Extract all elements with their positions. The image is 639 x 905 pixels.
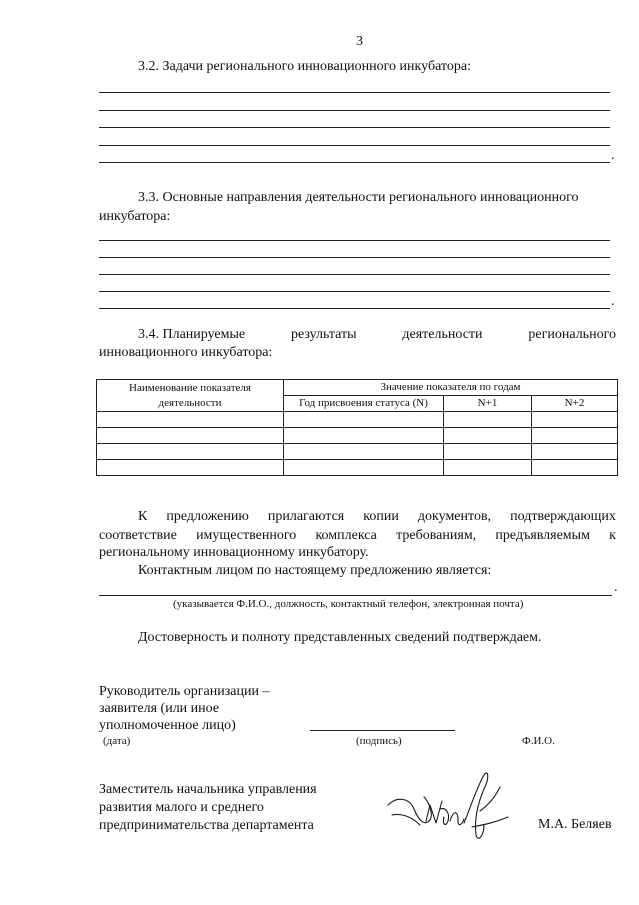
- blank-line: [99, 92, 610, 93]
- attachments-line-3: региональному инновационному инкубатору.: [99, 545, 369, 560]
- group-header: Значение показателя по годам: [284, 380, 618, 396]
- section-3-4-heading: 3.4. Планируемые результаты деятельности регионального: [138, 327, 616, 342]
- attachments-line-1: К предложению прилагаются копии документов, подтверждающих: [138, 509, 616, 524]
- table-row: [97, 460, 618, 476]
- period-mark: .: [611, 294, 615, 309]
- role-line-1: Руководитель организации –: [99, 684, 270, 699]
- approver-name: М.А. Беляев: [538, 817, 612, 832]
- section-3-2-heading: 3.2. Задачи регионального инновационного инкубатора:: [138, 59, 471, 74]
- blank-line: [99, 308, 610, 309]
- page-number: 3: [356, 34, 363, 49]
- date-label: (дата): [103, 735, 131, 747]
- role-line-2: заявителя (или иное: [99, 701, 220, 716]
- contact-blank-line: [99, 595, 612, 596]
- attachments-line-2: соответствие имущественного комплекса требованиям, предъявляемым к: [99, 528, 616, 543]
- handwritten-signature: [384, 765, 514, 850]
- blank-line: [99, 291, 610, 292]
- blank-line: [99, 127, 610, 128]
- approval-line-1: Заместитель начальника управления: [99, 782, 317, 797]
- contact-line: Контактным лицом по настоящему предложению является:: [138, 563, 492, 578]
- signature-line: [310, 730, 455, 731]
- table-row: [97, 444, 618, 460]
- name-label: Ф.И.О.: [522, 735, 555, 747]
- blank-line: [99, 274, 610, 275]
- approval-line-3: предпринимательства департамента: [99, 818, 314, 833]
- blank-line: [99, 240, 610, 241]
- signature-label: (подпись): [356, 735, 402, 747]
- indicator-name-header: Наименование показателя деятельности: [97, 380, 284, 412]
- approval-line-2: развития малого и среднего: [99, 800, 264, 815]
- contact-hint: (указывается Ф.И.О., должность, контактный телефон, электронная почта): [173, 598, 524, 610]
- year-header-n1: N+1: [444, 396, 532, 412]
- blank-line: [99, 145, 610, 146]
- role-line-3: уполномоченное лицо): [99, 718, 236, 733]
- blank-line: [99, 110, 610, 111]
- year-header-n2: N+2: [532, 396, 618, 412]
- table-row: [97, 428, 618, 444]
- results-table: [96, 379, 618, 476]
- year-header-n: Год присвоения статуса (N): [284, 396, 444, 412]
- period-mark: .: [611, 148, 615, 163]
- period-mark: .: [614, 580, 618, 595]
- section-3-4-heading-cont: инновационного инкубатора:: [99, 345, 273, 360]
- table-row: [97, 412, 618, 428]
- blank-line: [99, 162, 610, 163]
- confirmation-text: Достоверность и полноту представленных сведений подтверждаем.: [138, 630, 542, 645]
- blank-line: [99, 257, 610, 258]
- section-3-3-heading: 3.3. Основные направления деятельности регионального инновационного: [138, 190, 579, 205]
- section-3-3-heading-cont: инкубатора:: [99, 209, 171, 224]
